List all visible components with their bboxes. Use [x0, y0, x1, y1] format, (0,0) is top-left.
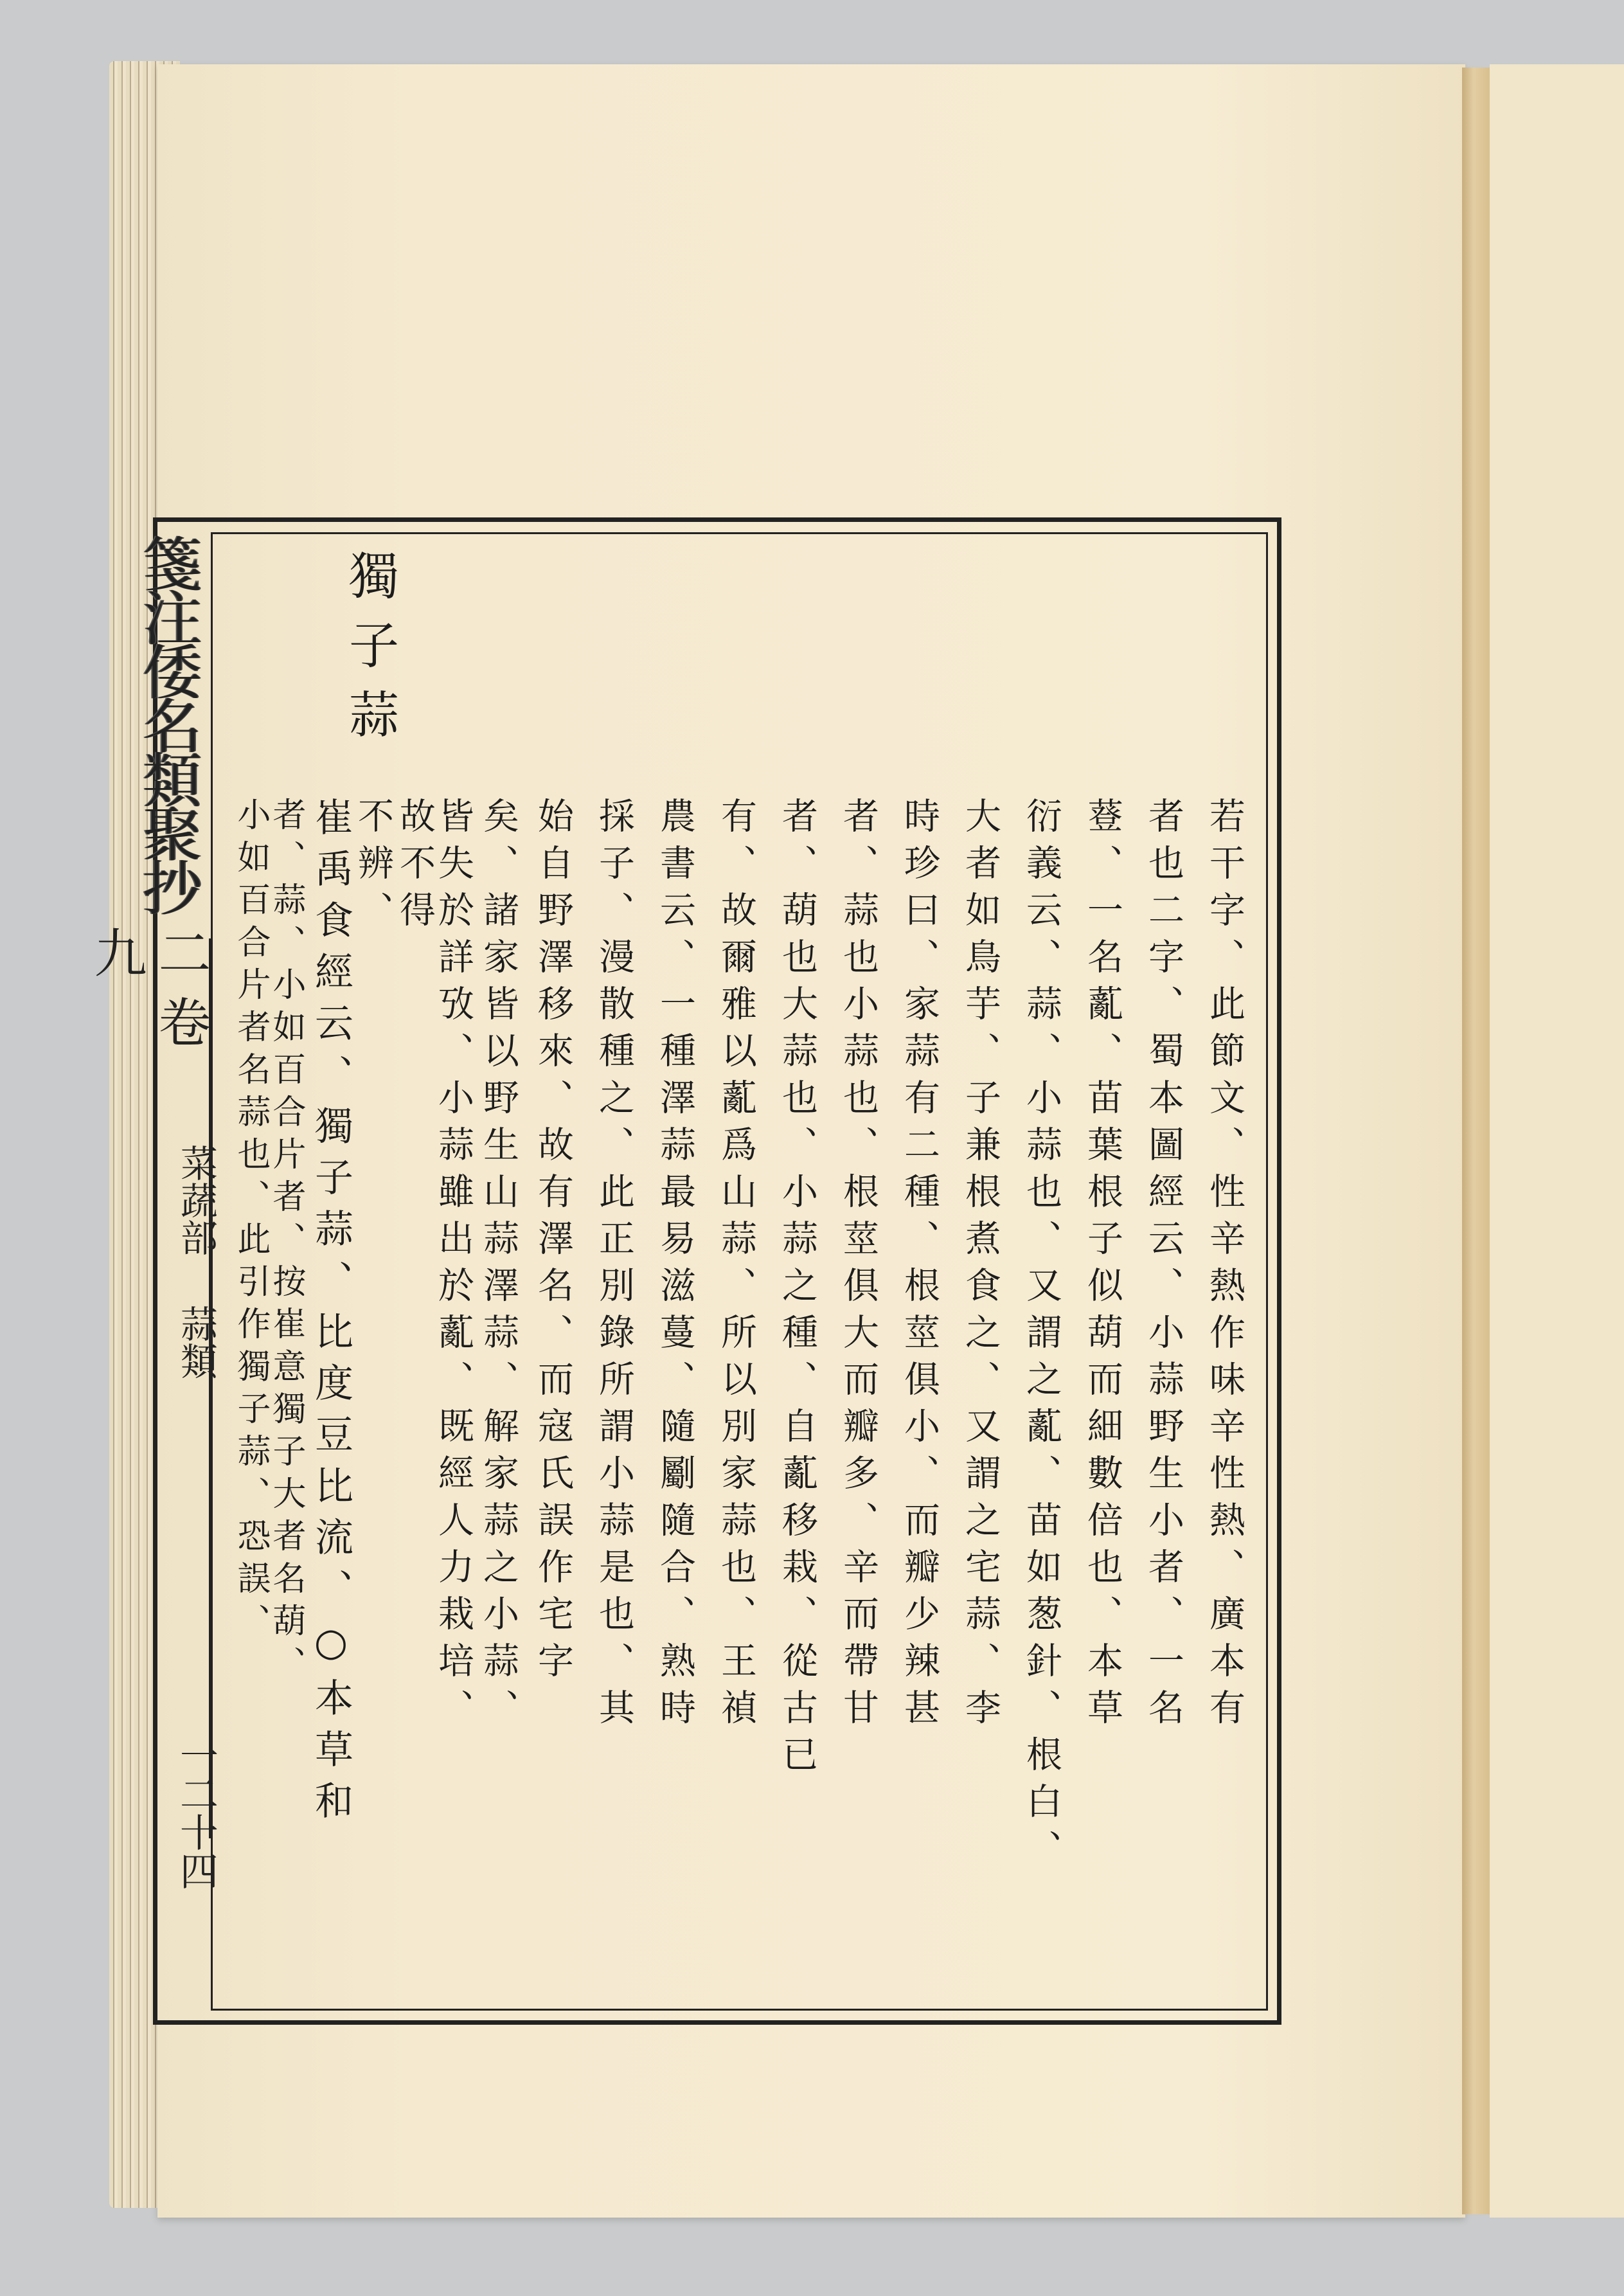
text-column: 大者如鳥芋、子兼根煮食之、又謂之宅蒜、李 — [959, 797, 1001, 1735]
text-column-short: 故不得 — [394, 797, 436, 938]
margin-volume: 二 卷九 — [85, 926, 211, 1048]
text-column: 若干字、此節文、性辛熱作味辛性熱、廣本有 — [1204, 797, 1245, 1735]
text-column: 有、故爾雅以薍爲山蒜、所以別家蒜也、王禎 — [715, 797, 757, 1735]
text-column: 時珍曰、家蒜有二種、根莖俱小、而瓣少辣甚 — [898, 797, 940, 1735]
quote-column: 崔禹食經云、獨子蒜、比度豆比流、○本草和 — [308, 797, 353, 1832]
text-column-short: 不辨、 — [352, 797, 394, 938]
text-column: 者、蒜也小蒜也、根莖俱大而瓣多、辛而帶甘 — [837, 797, 879, 1735]
margin-section: 菜蔬部 — [174, 1144, 218, 1256]
right-page-edge — [1490, 64, 1624, 2218]
text-column: 皆失於詳攷、小蒜雖出於薍、既經人力栽培、 — [433, 797, 474, 1735]
text-column: 䔲、一名薍、苗葉根子似葫而細數倍也、本草 — [1082, 797, 1123, 1735]
text-column: 衍義云、蒜、小蒜也、又謂之薍、苗如葱針、根白、 — [1021, 797, 1062, 1876]
text-column: 者、葫也大蒜也、小蒜之種、自薍移栽、從古已 — [776, 797, 818, 1782]
text-column: 始自野澤移來、故有澤名、而寇氏誤作宅字 — [532, 797, 574, 1689]
text-column: 小如百合片者名蒜也、此引作獨子蒜、恐誤、 — [231, 797, 270, 1646]
book-gutter — [1462, 67, 1491, 2214]
text-column: 採子、漫散種之、此正別錄所謂小蒜是也、其 — [593, 797, 635, 1735]
text-column: 者也二字、蜀本圖經云、小蒜野生小者、一名 — [1143, 797, 1184, 1735]
text-column: 者、蒜、小如百合片者、按崔意獨子大者名葫、 — [267, 797, 305, 1688]
margin-subsection: 蒜類 — [174, 1305, 218, 1379]
margin-page-number: 一二十四 — [174, 1735, 219, 1890]
text-column: 農書云、一種澤蒜最易滋蔓、隨劚隨合、熟時 — [654, 797, 696, 1735]
margin-book-title: 箋注倭名類聚抄 — [133, 534, 202, 911]
text-column: 矣、諸家皆以野生山蒜澤蒜、解家蒜之小蒜、 — [477, 797, 519, 1735]
entry-heading: 獨子蒜 — [341, 550, 398, 758]
